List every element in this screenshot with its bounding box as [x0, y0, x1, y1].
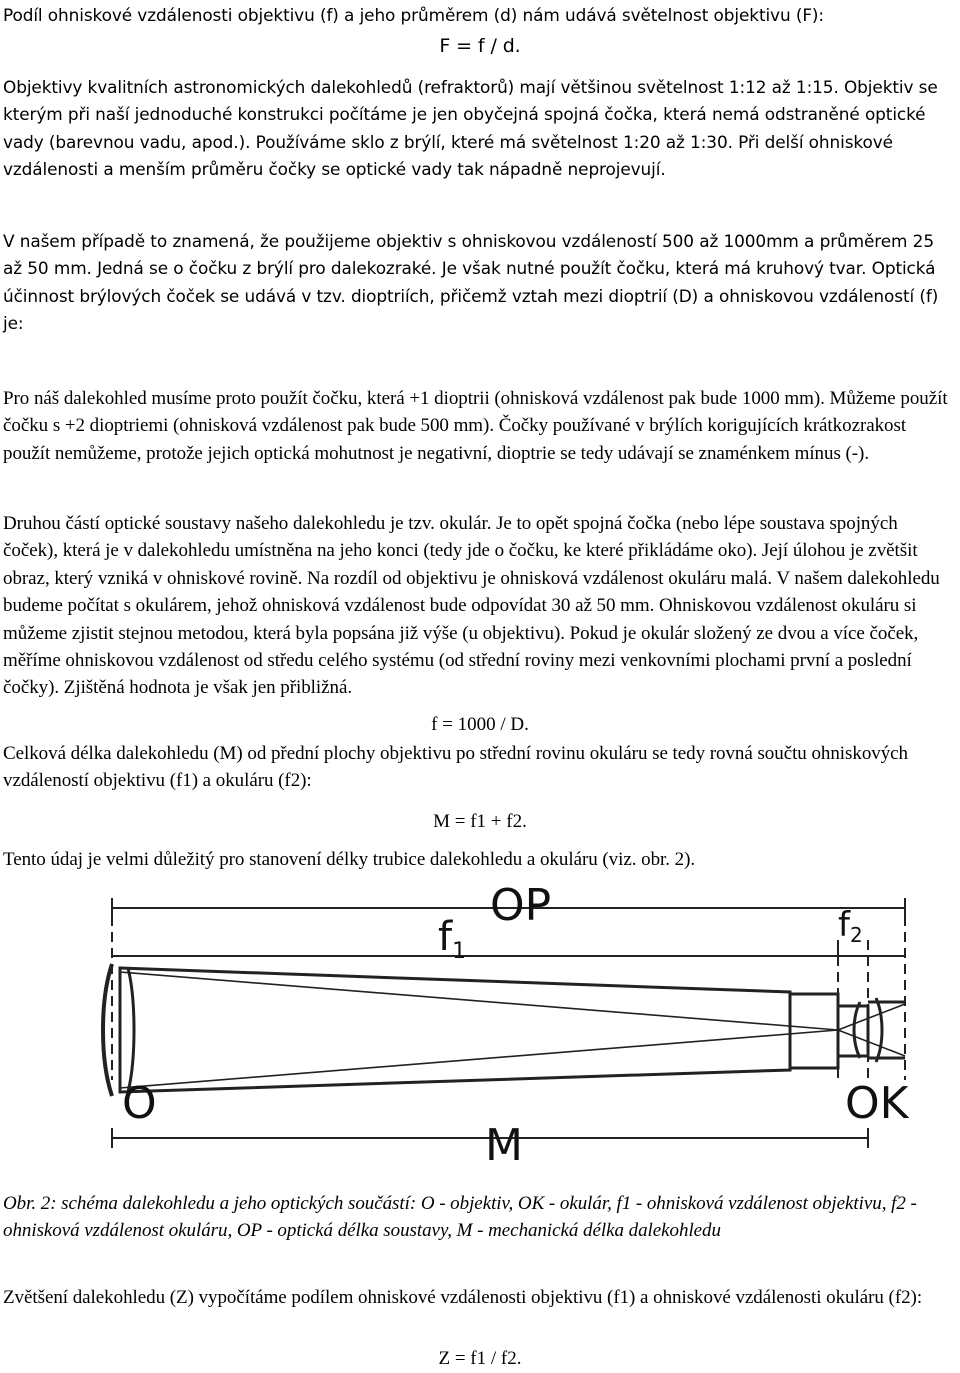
formula-magnification: Z = f1 / f2.	[438, 1348, 522, 1369]
formula-diopter: f = 1000 / D.	[431, 714, 529, 735]
paragraph-lens-choice: V našem případě to znamená, že použijeme objektiv s ohniskovou vzdáleností 500 až 1000mm a průměrem 25 až 50 mm. Jedná se o čočku z brýlí pro dalekozraké. Je však nutné použít čočku, která má kruhový tvar. Optická účinnost brýlových čoček se udává v tzv. dioptriích, přičemž vztah mezi dioptrií (D) a ohniskovou vzdáleností (f) je:	[3, 231, 939, 334]
telescope-diagram	[0, 880, 960, 1180]
label-op: OP	[490, 880, 552, 931]
formula-length: M = f1 + f2.	[433, 811, 527, 832]
figure-caption: Obr. 2: schéma dalekohledu a jeho optických součástí: O - objektiv, OK - okulár, f1 - ohnisková vzdálenost objektivu, f2 - ohnisková vzdálenost okuláru, OP - optická délka soustavy, M - mechanická délka dalekohledu	[3, 1193, 917, 1242]
label-ok: OK	[845, 1078, 909, 1129]
label-f1: $f_1$	[438, 914, 467, 964]
telescope-diagram-svg	[0, 880, 960, 1180]
formula-aperture: F = f / d.	[439, 35, 521, 57]
paragraph-eyepiece: Druhou částí optické soustavy našeho dalekohledu je tzv. okulár. Je to opět spojná čočka (nebo lépe soustava spojných čoček), která je v dalekohledu umístněna na jeho konci (tedy jde o čočku, ke které přikládáme oko). Její úlohou je zvětšit obraz, který vzniká v ohniskové rovině. Na rozdíl od objektivu je ohnisková vzdálenost okuláru malá. V našem dalekohledu budeme počítat s okulárem, jehož ohnisková vzdálenost bude odpovídat 30 až 50 mm. Ohniskovou vzdálenost okuláru si můžeme zjistit stejnou metodou, která byla popsána již výše (u objektivu). Pokud je okulár složený ze dvou a více čoček, měříme ohniskovou vzdálenost od středu celého systému (od střední roviny mezi venkovními plochami první a poslední čočky). Zjištěná hodnota je však jen přibližná.	[3, 513, 940, 699]
label-m: M	[485, 1120, 523, 1171]
label-o: O	[122, 1078, 157, 1129]
objective-lens	[103, 964, 112, 1096]
paragraph-diopter-choice: Pro náš dalekohled musíme proto použít čočku, která +1 dioptrii (ohnisková vzdálenost pak bude 1000 mm). Můžeme použít čočku s +2 dioptriemi (ohnisková vzdálenost pak bude 500 mm). Čočky používané v brýlích korigujících krátkozrakost použít nemůžeme, protože jejich optická mohutnost je negativní, dioptrie se tedy udávají se znaménkem mínus (-).	[3, 388, 948, 464]
paragraph-magnification: Zvětšení dalekohledu (Z) vypočítáme podílem ohniskové vzdálenosti objektivu (f1) a ohniskové vzdálenosti okuláru (f2):	[3, 1287, 923, 1308]
label-f2: f2	[838, 905, 863, 947]
paragraph-importance: Tento údaj je velmi důležitý pro stanovení délky trubice dalekohledu a okuláru (viz. obr. 2).	[3, 849, 696, 870]
telescope-tube	[103, 964, 905, 1096]
paragraph-objective-lens: Objektivy kvalitních astronomických dalekohledů (refraktorů) mají většinou světelnost 1:12 až 1:15. Objektiv se kterým při naší jednoduché konstrukci počítáme je jen obyčejná spojná čočka, která nemá odstraněné optické vady (barevnou vadu, apod.). Používáme sklo z brýlí, které má světelnost 1:20 až 1:30. Při delší ohniskové vzdálenosti a menším průměru čočky se optické vady tak nápadně neprojevují.	[3, 77, 938, 180]
paragraph-total-length: Celková délka dalekohledu (M) od přední plochy objektivu po střední rovinu okuláru se tedy rovná součtu ohniskových vzdáleností objektivu (f1) a okuláru (f2):	[3, 743, 909, 792]
paragraph-aperture-intro: Podíl ohniskové vzdálenosti objektivu (f) a jeho průměrem (d) nám udává světelnost objektivu (F):	[3, 5, 825, 25]
